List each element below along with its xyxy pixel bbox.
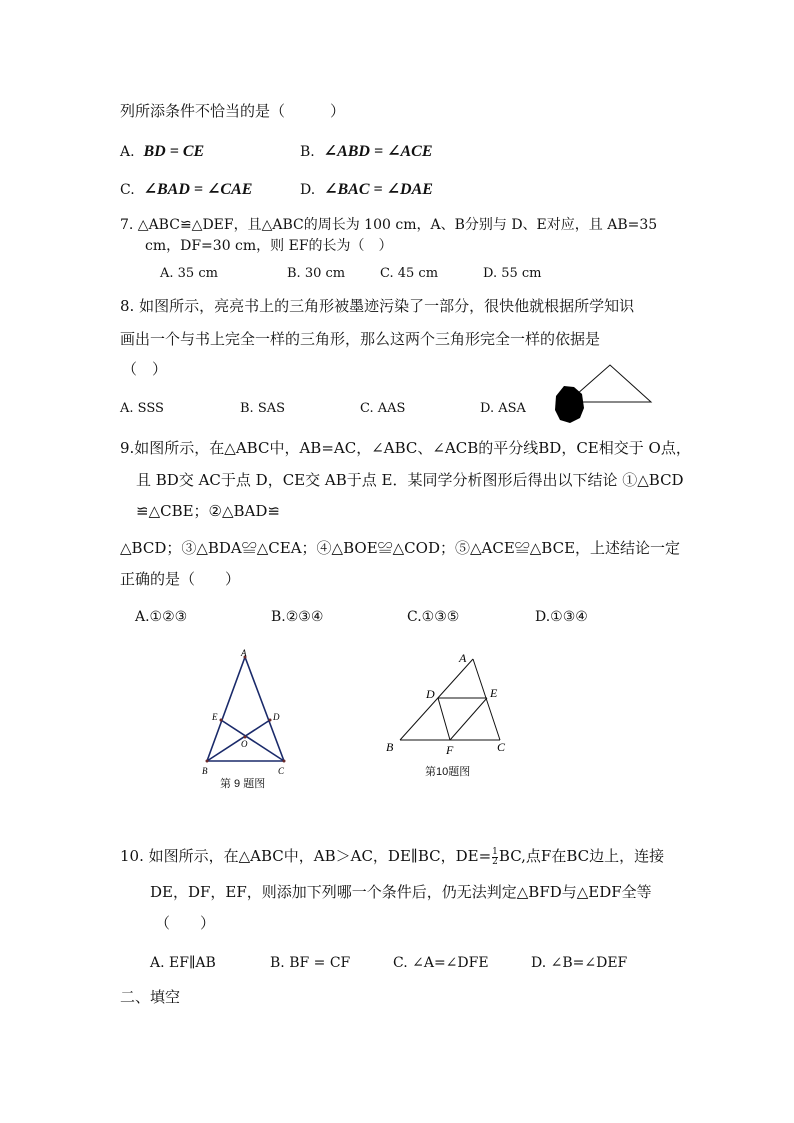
label-f: F [446,743,454,757]
q9-option-a: A.①②③ [135,609,188,625]
label-a: A [459,651,467,665]
label-d: D [426,687,435,701]
bisector-ce [221,720,284,761]
q7-option-b: B. 30 cm [287,266,346,281]
option-text: ∠BAC = ∠DAE [324,181,433,198]
option-letter: C. [120,182,135,198]
q8-option-a: A. SSS [120,401,164,416]
q8-option-d: D. ASA [480,401,526,416]
q7-line-1: 7. △ABC≌△DEF，且△ABC的周长为 100 cm，A、B分别与 D、E对应，且 AB=35 [120,217,658,233]
option-text: ∠ABD = ∠ACE [323,143,433,160]
q10-line-1-pre: 10. 如图所示，在△ABC中，AB＞AC，DE∥BC，DE= [120,847,492,865]
label-e: E [490,686,498,700]
q8-option-b: B. SAS [240,401,286,416]
label-d: D [273,712,280,722]
label-e: E [212,712,218,722]
option-letter: D. [300,182,316,198]
label-c: C [278,766,285,776]
q10-line-2: DE，DF，EF，则添加下列哪一个条件后，仍无法判定△BFD与△EDF全等 [150,883,652,901]
figure-10-caption: 第10题图 [425,766,471,778]
segment-ef [450,698,487,740]
side-ab [400,659,473,740]
q9-line-3: ≌△CBE；②△BAD≌ [136,502,280,520]
segment-df [438,698,450,740]
label-b: B [202,766,208,776]
q6-stem: 列所添条件不恰当的是（ ） [120,102,346,120]
q9-line-5: 正确的是（ ） [120,570,241,588]
q9-option-c: C.①③⑤ [407,609,460,625]
q10-option-a: A. EF∥AB [150,955,216,971]
q9-option-b: B.②③④ [271,609,324,625]
bisector-bd [207,720,270,761]
label-c: C [497,740,506,754]
label-a: A [241,648,247,658]
q7-option-c: C. 45 cm [380,266,439,281]
q8-ink-triangle-figure [550,358,660,428]
label-b: B [386,740,394,754]
q9-line-1: 9.如图所示，在△ABC中，AB=AC，∠ABC、∠ACB的平分线BD，CE相交于 O点， [120,439,691,457]
q10-paren: （ ） [155,914,216,932]
option-letter: A. [120,144,135,160]
q10-option-d: D. ∠B=∠DEF [531,955,628,971]
q9-option-d: D.①③④ [535,609,588,625]
option-text: BD = CE [143,143,205,160]
q8-paren: （ ） [122,360,168,378]
q7-option-d: D. 55 cm [483,266,542,281]
side-ab [207,657,245,761]
q6-option-c [120,180,252,200]
q6-option-d [300,180,433,200]
q7-option-a: A. 35 cm [160,266,218,281]
side-ac [245,657,284,761]
section-title: 二、填空 [120,988,181,1006]
option-text: ∠BAD = ∠CAE [143,181,253,198]
fraction-denominator: 2 [492,856,498,867]
q10-line-1 [120,846,664,867]
q10-line-1-post: BC,点F在BC边上，连接 [498,847,665,865]
fraction-half [492,848,498,867]
q7-line-2: cm，DF=30 cm，则 EF的长为（ ） [145,238,393,254]
label-o: O [241,739,248,749]
figure-9-caption: 第 9 题图 [220,778,266,790]
figure-9 [195,645,305,780]
q6-option-b [300,142,433,162]
q9-line-4: △BCD；③△BDA≌△CEA；④△BOE≌△COD；⑤△ACE≌△BCE，上述结论一定 [120,539,681,557]
figure-10 [380,645,520,760]
q8-line-1: 8. 如图所示，亮亮书上的三角形被墨迹污染了一部分，很快他就根据所学知识 [120,297,635,315]
q9-line-2: 且 BD交 AC于点 D，CE交 AB于点 E．某同学分析图形后得出以下结论 ①△BCD [136,471,684,489]
q8-option-c: C. AAS [360,401,406,416]
fraction-numerator: 1 [492,846,498,857]
q10-option-b: B. BF = CF [270,955,351,971]
q8-line-2: 画出一个与书上完全一样的三角形，那么这两个三角形完全一样的依据是 [120,330,601,348]
q6-option-a [120,142,204,162]
q10-option-c: C. ∠A=∠DFE [393,955,489,971]
option-letter: B. [300,144,315,160]
